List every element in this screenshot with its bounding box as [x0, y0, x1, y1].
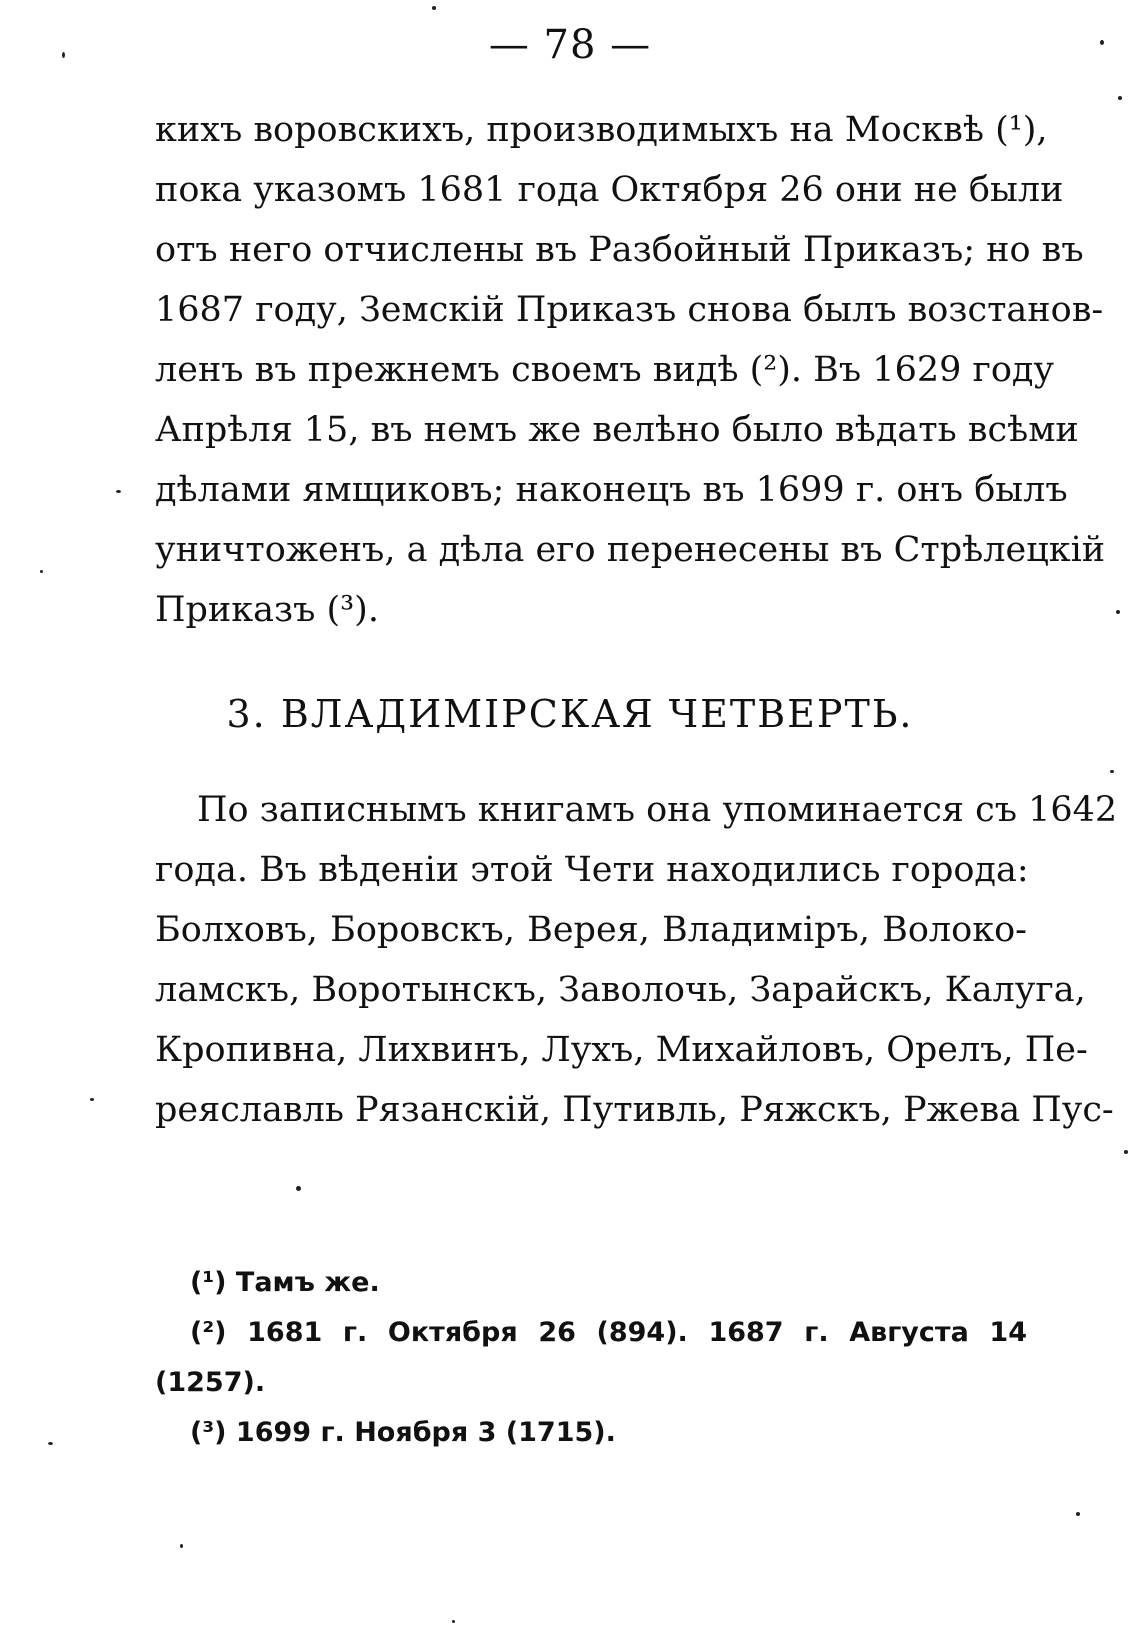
scan-speck	[1076, 1512, 1080, 1516]
text-line: Кропивна, Лихвинъ, Лухъ, Михайловъ, Орелъ, Пе-	[155, 1030, 1088, 1070]
scan-speck	[432, 6, 436, 10]
text-line: отъ него отчислены въ Разбойный Приказъ; но въ	[155, 230, 1084, 270]
scan-speck	[40, 570, 43, 573]
footnote-2-continuation: (1257).	[155, 1367, 266, 1398]
scan-speck	[1116, 610, 1120, 614]
scan-speck	[48, 1442, 53, 1445]
text-line: дѣлами ямщиковъ; наконецъ въ 1699 г. онъ былъ	[155, 470, 1068, 510]
scan-speck	[452, 1620, 455, 1623]
footnotes	[155, 1258, 1027, 1458]
text-line: реяславль Рязанскій, Путивль, Ряжскъ, Ржева Пус-	[155, 1090, 1114, 1130]
paragraph-continuation	[155, 100, 1106, 640]
text-line: 1687 году, Земскій Приказъ снова былъ возстанов-	[155, 290, 1104, 330]
text-line: ленъ въ прежнемъ своемъ видѣ (²). Въ 1629 году	[155, 350, 1055, 390]
footnote-1: (¹) Тамъ же.	[190, 1267, 380, 1298]
text-line: года. Въ вѣденіи этой Чети находились города:	[155, 850, 1029, 890]
scan-speck	[296, 1186, 301, 1191]
text-line: ламскъ, Воротынскъ, Заволочь, Зарайскъ, Калуга,	[155, 970, 1086, 1010]
text-line: По записнымъ книгамъ она упоминается съ 1642	[197, 790, 1118, 830]
scan-speck	[1100, 40, 1104, 45]
scan-speck	[1124, 1150, 1128, 1154]
footnote-2: (²) 1681 г. Октября 26 (894). 1687 г. Августа 14	[190, 1317, 1027, 1348]
scan-speck	[1118, 96, 1122, 100]
text-line: уничтоженъ, а дѣла его перенесены въ Стрѣлецкій	[155, 530, 1106, 570]
scan-speck	[116, 490, 121, 493]
footnote-3: (³) 1699 г. Ноября 3 (1715).	[190, 1417, 616, 1448]
scan-speck	[180, 1544, 183, 1548]
text-line: Болховъ, Боровскъ, Верея, Владиміръ, Волоко-	[155, 910, 1027, 950]
text-line: Приказъ (³).	[155, 590, 379, 630]
text-line: пока указомъ 1681 года Октября 26 они не были	[155, 170, 1064, 210]
text-line: кихъ воровскихъ, производимыхъ на Москвѣ (¹),	[155, 110, 1048, 150]
scan-speck	[1110, 770, 1114, 773]
text-line: Апрѣля 15, въ немъ же велѣно было вѣдать всѣми	[155, 410, 1079, 450]
section-paragraph	[155, 780, 1118, 1140]
section-heading: 3. ВЛАДИМІРСКАЯ ЧЕТВЕРТЬ.	[226, 692, 914, 736]
page-number: — 78 —	[488, 22, 652, 68]
scan-speck	[62, 52, 65, 58]
scan-speck	[90, 1098, 94, 1101]
